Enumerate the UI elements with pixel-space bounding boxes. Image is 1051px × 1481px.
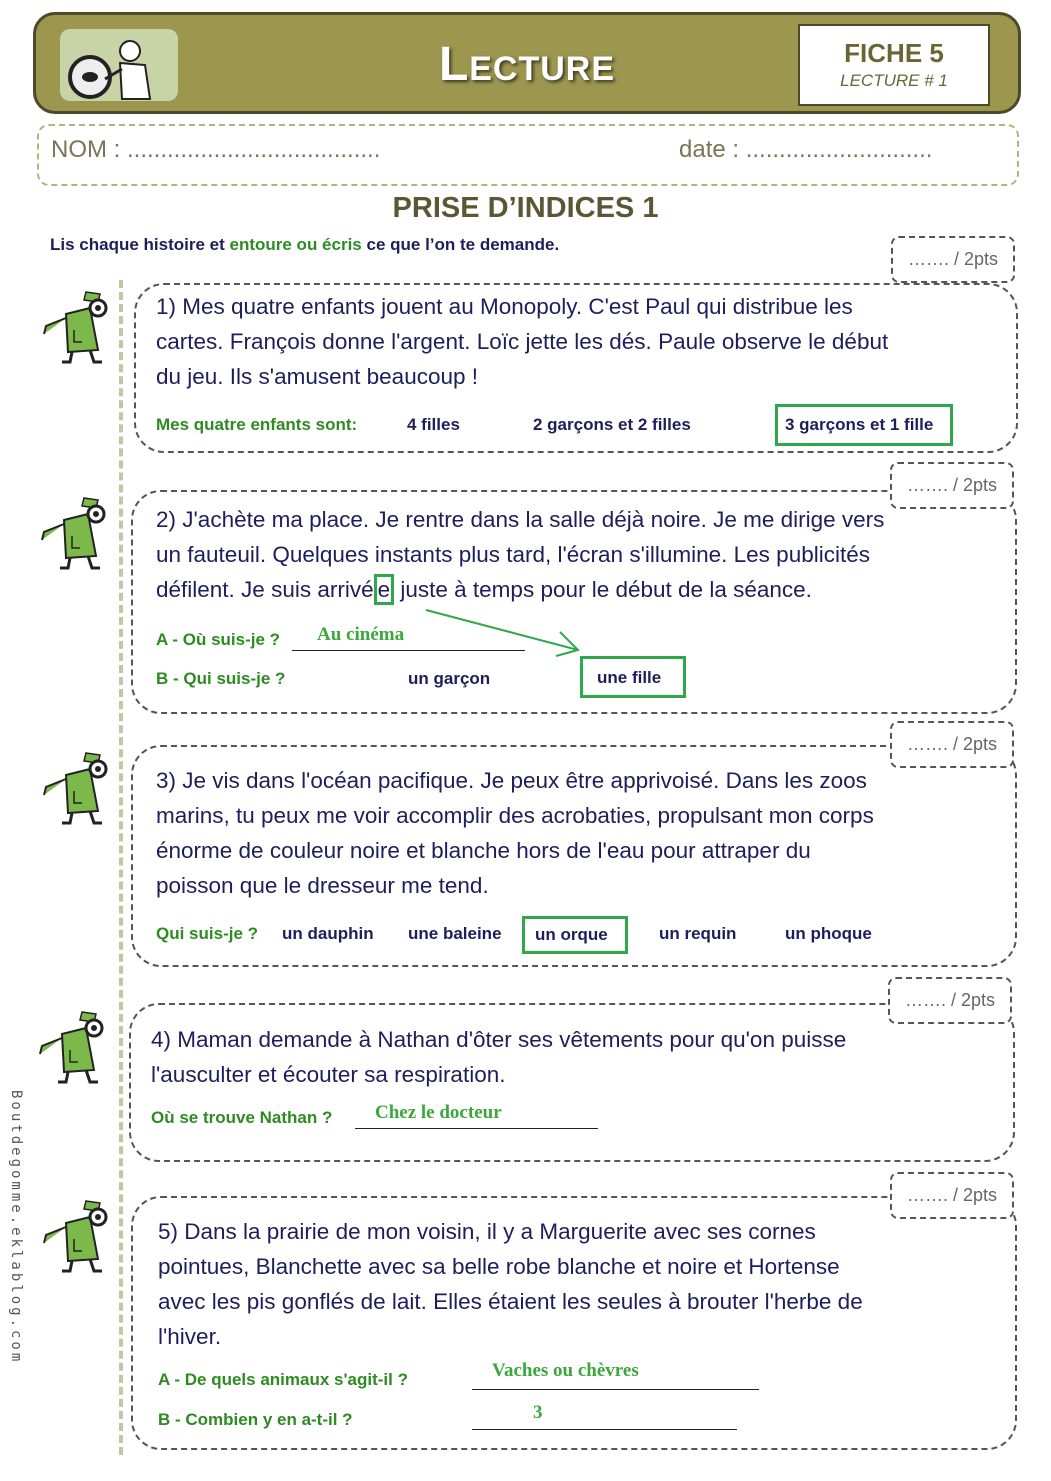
option-selected[interactable]: une fille — [580, 656, 686, 698]
text-line: 4) Maman demande à Nathan d'ôter ses vêtements pour qu'on puisse — [151, 1027, 847, 1052]
text-line: 1) Mes quatre enfants jouent au Monopoly. C'est Paul qui distribue les — [156, 294, 853, 319]
option[interactable]: un phoque — [785, 924, 872, 943]
score-badge: ……. / 2pts — [891, 236, 1015, 283]
option[interactable]: une baleine — [408, 924, 502, 943]
fiche-label — [798, 24, 990, 106]
option[interactable]: un garçon — [408, 669, 491, 688]
score-badge: ……. / 2pts — [888, 977, 1012, 1024]
instr-text: Lis chaque histoire et — [50, 235, 230, 254]
option[interactable]: 2 garçons et 2 filles — [533, 415, 691, 434]
text-line: énorme de couleur noire et blanche hors de l'eau pour attraper du — [156, 838, 811, 863]
page-title: Lecture — [438, 38, 616, 91]
text-line: marins, tu peux me voir accomplir des acrobaties, propulsant mon corps — [156, 803, 874, 828]
question-2-text — [156, 502, 884, 607]
date-field[interactable]: date : ............................ — [679, 136, 933, 163]
detective-icon — [34, 1004, 114, 1086]
score-badge: ……. / 2pts — [890, 721, 1014, 768]
handwritten-answer: Chez le docteur — [375, 1102, 502, 1123]
score-badge: ……. / 2pts — [890, 462, 1014, 509]
q1-label: Mes quatre enfants sont: — [156, 415, 358, 434]
answer-line[interactable] — [472, 1408, 737, 1430]
text-line: un fauteuil. Quelques instants plus tard, l'écran s'illumine. Les publicités — [156, 542, 870, 567]
question-1-text — [156, 289, 888, 394]
detective-icon — [38, 284, 118, 366]
text-line: l'hiver. — [158, 1324, 222, 1349]
q5-a-label: A - De quels animaux s'agit-il ? — [158, 1370, 408, 1389]
detective-icon — [38, 745, 118, 827]
text-line: 3) Je vis dans l'océan pacifique. Je peux être apprivoisé. Dans les zoos — [156, 768, 867, 793]
circled-letter: e — [374, 574, 395, 605]
text-line: l'ausculter et écouter sa respiration. — [151, 1062, 506, 1087]
handwritten-answer: Vaches ou chèvres — [492, 1360, 639, 1381]
text-line: du jeu. Ils s'amusent beaucoup ! — [156, 364, 478, 389]
text-line: cartes. François donne l'argent. Loïc jette les dés. Paule observe le début — [156, 329, 889, 354]
q3-label: Qui suis-je ? — [156, 924, 259, 943]
handwritten-answer: Au cinéma — [317, 624, 405, 645]
score-badge: ……. / 2pts — [890, 1172, 1014, 1219]
handwritten-answer: 3 — [533, 1402, 543, 1423]
text: juste à temps pour le début de la séance. — [394, 577, 812, 602]
text-line: avec les pis gonflés de lait. Elles étaient les seules à brouter l'herbe de — [158, 1289, 863, 1314]
fiche-subtitle: LECTURE # 1 — [840, 71, 948, 90]
q4-label: Où se trouve Nathan ? — [151, 1108, 333, 1127]
q5-b-label: B - Combien y en a-t-il ? — [158, 1410, 353, 1429]
text-line: pointues, Blanchette avec sa belle robe blanche et noire et Hortense — [158, 1254, 840, 1279]
fiche-number: FICHE 5 — [844, 38, 944, 68]
question-3-text — [156, 763, 874, 903]
header-banner — [33, 12, 1021, 114]
option[interactable]: 4 filles — [407, 415, 460, 434]
option[interactable]: un requin — [659, 924, 737, 943]
margin-divider — [119, 280, 123, 1455]
instr-highlight: entoure ou écris — [229, 235, 362, 254]
text-line: 5) Dans la prairie de mon voisin, il y a Marguerite avec ses cornes — [158, 1219, 816, 1244]
q2-a-label: A - Où suis-je ? — [156, 630, 281, 649]
text-line: 2) J'achète ma place. Je rentre dans la salle déjà noire. Je me dirige vers — [156, 507, 885, 532]
option-selected[interactable]: un orque — [522, 916, 628, 954]
section-heading: PRISE D’INDICES 1 — [392, 192, 659, 224]
option-selected[interactable]: 3 garçons et 1 fille — [775, 404, 953, 446]
name-field[interactable]: NOM : ...................................... — [51, 136, 381, 163]
text-line: poisson que le dresseur me tend. — [156, 873, 489, 898]
q2-b-label: B - Qui suis-je ? — [156, 669, 286, 688]
watermark: Boutdegomme.eklablog.com — [8, 1090, 24, 1365]
student-info-box — [37, 124, 1019, 186]
detective-icon — [38, 1193, 118, 1275]
instr-text: ce que l’on te demande. — [361, 235, 560, 254]
instructions — [50, 235, 559, 255]
question-4-text — [151, 1022, 846, 1092]
option[interactable]: un dauphin — [282, 924, 374, 943]
text: défilent. Je suis arrivé — [156, 577, 374, 602]
question-5-text — [158, 1214, 863, 1354]
detective-icon — [36, 490, 116, 572]
